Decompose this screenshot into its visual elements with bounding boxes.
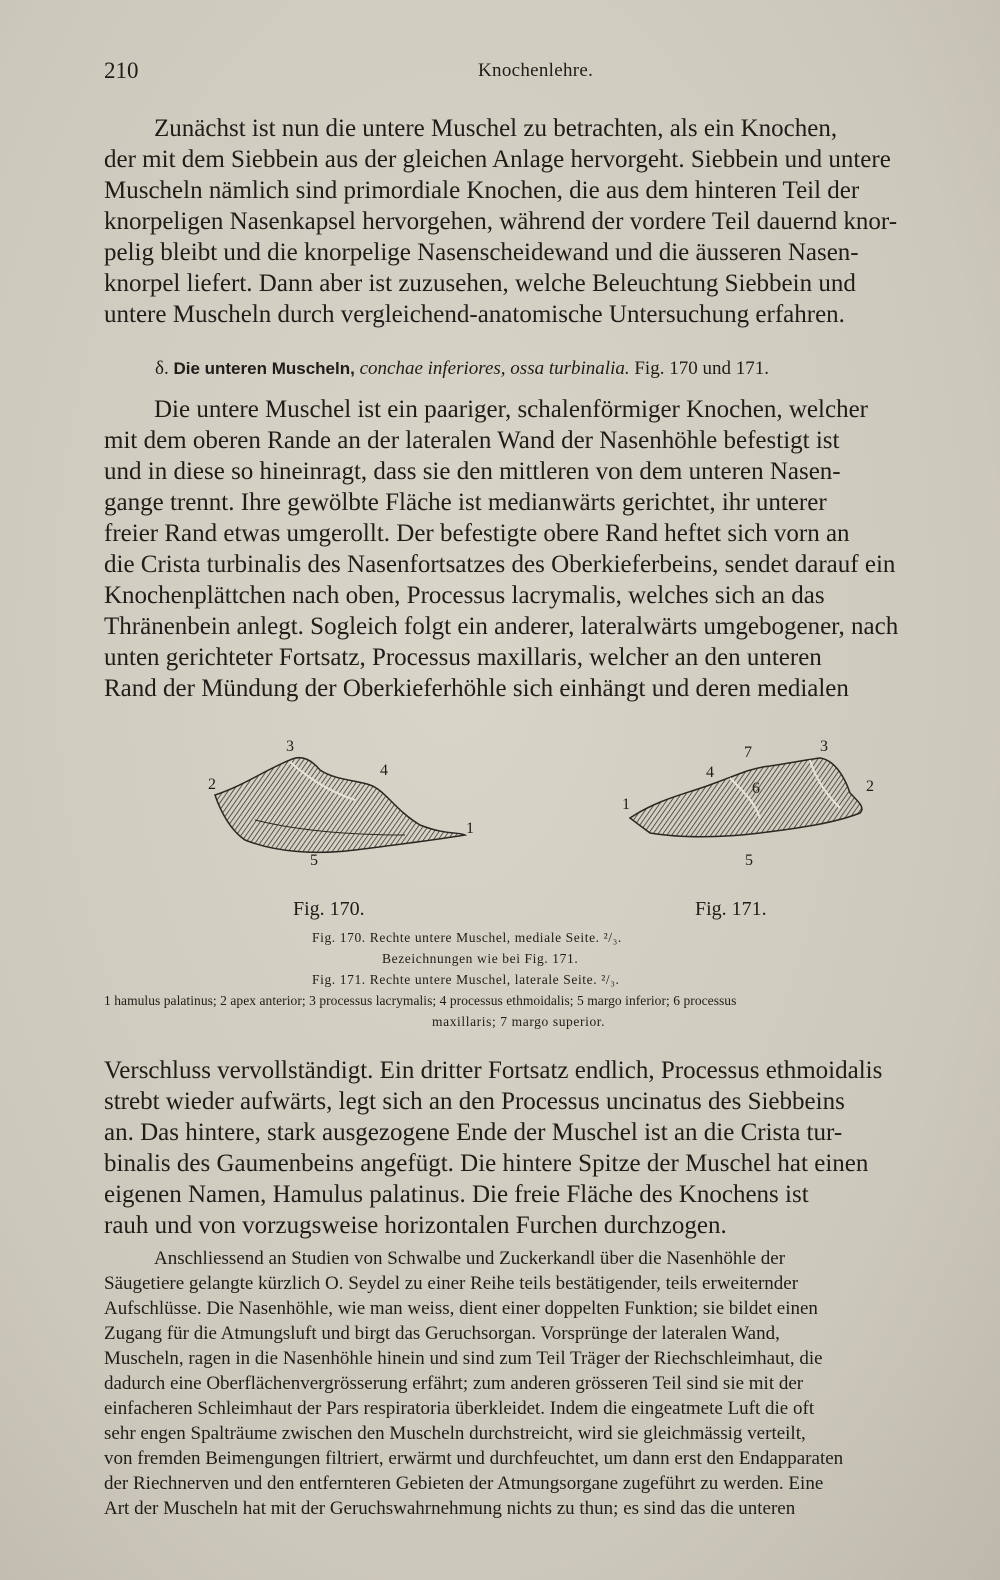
figure-170-number-3: 3: [286, 738, 294, 755]
text-line: gange trennt. Ihre gewölbte Fläche ist medianwärts gerichtet, ihr unterer: [104, 489, 827, 516]
text-line: Säugetiere gelangte kürzlich O. Seydel zu einer Reihe teils bestätigender, teils erweiternder: [104, 1273, 799, 1294]
figure-170-number-5: 5: [310, 852, 318, 869]
figure-170-number-2: 2: [208, 776, 216, 793]
text-line: Rand der Mündung der Oberkieferhöhle sich einhängt und deren medialen: [104, 675, 849, 702]
section-title: Die unteren Muscheln,: [173, 359, 355, 378]
figure-171-number-4: 4: [706, 764, 714, 781]
caption-line-3: Fig. 171. Rechte untere Muschel, laterale Seite. ²/₃.: [312, 972, 620, 987]
text-line: Anschliessend an Studien von Schwalbe und Zuckerkandl über die Nasenhöhle der: [154, 1248, 786, 1269]
running-title: Knochenlehre.: [478, 60, 594, 81]
text-line: und in diese so hineinragt, dass sie den mittleren von dem unteren Nasen-: [104, 458, 841, 485]
figure-171-illustration: [620, 748, 880, 868]
text-line: Knochenplättchen nach oben, Processus lacrymalis, welches sich an das: [104, 582, 825, 609]
text-line: strebt wieder aufwärts, legt sich an den Processus uncinatus des Siebbeins: [104, 1088, 845, 1115]
text-line: an. Das hintere, stark ausgezogene Ende der Muschel ist an die Crista tur-: [104, 1119, 843, 1146]
text-line: einfacheren Schleimhaut der Pars respiratoria überkleidet. Indem die eingeatmete Luft die oft: [104, 1398, 815, 1419]
caption-line-4: 1 hamulus palatinus; 2 apex anterior; 3 processus lacrymalis; 4 processus ethmoidalis; 5 margo inferior; 6 processus: [104, 993, 737, 1008]
small-print-note: [104, 1246, 966, 1521]
text-line: die Crista turbinalis des Nasenfortsatzes des Oberkieferbeins, sendet darauf ein: [104, 551, 896, 578]
paragraph-3: [104, 1055, 966, 1241]
text-line: Verschluss vervollständigt. Ein dritter Fortsatz endlich, Processus ethmoidalis: [104, 1057, 883, 1084]
text-line: sehr engen Spalträume zwischen den Muscheln durchstreicht, wird sie gleichmässig verteilt,: [104, 1423, 806, 1444]
paragraph-1: [104, 113, 966, 330]
page-number: 210: [104, 58, 139, 83]
caption-line-5: maxillaris; 7 margo superior.: [432, 1014, 606, 1029]
text-line: eigenen Namen, Hamulus palatinus. Die freie Fläche des Knochens ist: [104, 1181, 809, 1208]
figure-170-label: Fig. 170.: [293, 898, 365, 920]
figure-171-number-3: 3: [820, 738, 828, 755]
figure-reference: Fig. 170 und 171.: [634, 358, 769, 379]
section-number: δ.: [155, 358, 169, 379]
caption-line-2: Bezeichnungen wie bei Fig. 171.: [382, 951, 579, 966]
text-line: pelig bleibt und die knorpelige Nasenscheidewand und die äusseren Nasen-: [104, 239, 859, 266]
text-line: der mit dem Siebbein aus der gleichen Anlage hervorgeht. Siebbein und untere: [104, 146, 891, 173]
text-line: Aufschlüsse. Die Nasenhöhle, wie man weiss, dient einer doppelten Funktion; sie bildet einen: [104, 1298, 818, 1319]
text-line: unten gerichteter Fortsatz, Processus maxillaris, welcher an den unteren: [104, 644, 822, 671]
text-line: von fremden Beimengungen filtriert, erwärmt und durchfeuchtet, um dann erst den Endapparaten: [104, 1448, 844, 1469]
text-line: Art der Muscheln hat mit der Geruchswahrnehmung nichts zu thun; es sind das die unteren: [104, 1498, 796, 1519]
paragraph-2: [104, 394, 966, 704]
text-line: Thränenbein anlegt. Sogleich folgt ein anderer, lateralwärts umgebogener, nach: [104, 613, 899, 640]
text-line: Muscheln, ragen in die Nasenhöhle hinein und sind zum Teil Träger der Riechschleimhaut, die: [104, 1348, 823, 1369]
text-line: untere Muscheln durch vergleichend-anatomische Untersuchung erfahren.: [104, 301, 845, 328]
text-line: Die untere Muschel ist ein paariger, schalenförmiger Knochen, welcher: [154, 396, 868, 423]
figure-171-label: Fig. 171.: [695, 898, 767, 920]
figure-171-number-5: 5: [745, 852, 753, 869]
figure-171-number-2: 2: [866, 778, 874, 795]
figure-170-illustration: [195, 740, 495, 870]
text-line: der Riechnerven und den entfernteren Gebieten der Atmungsorgane zugeführt zu werden. Eine: [104, 1473, 824, 1494]
figure-171-number-7: 7: [744, 744, 752, 761]
text-line: rauh und von vorzugsweise horizontalen Furchen durchzogen.: [104, 1212, 727, 1239]
text-line: freier Rand etwas umgerollt. Der befestigte obere Rand heftet sich vorn an: [104, 520, 850, 547]
figure-170-number-4: 4: [380, 762, 388, 779]
text-line: knorpel liefert. Dann aber ist zuzusehen, welche Beleuchtung Siebbein und: [104, 270, 856, 297]
text-line: mit dem oberen Rande an der lateralen Wand der Nasenhöhle befestigt ist: [104, 427, 840, 454]
text-line: Zugang für die Atmungsluft und birgt das Geruchsorgan. Vorsprünge der lateralen Wand,: [104, 1323, 780, 1344]
text-line: knorpeligen Nasenkapsel hervorgehen, während der vordere Teil dauernd knor-: [104, 208, 898, 235]
figure-171-number-1: 1: [622, 796, 630, 813]
section-heading: [155, 358, 769, 380]
text-line: binalis des Gaumenbeins angefügt. Die hintere Spitze der Muschel hat einen: [104, 1150, 869, 1177]
text-line: Zunächst ist nun die untere Muschel zu betrachten, als ein Knochen,: [154, 115, 838, 142]
caption-line-1: Fig. 170. Rechte untere Muschel, mediale Seite. ²/₃.: [312, 930, 622, 945]
text-line: Muscheln nämlich sind primordiale Knochen, die aus dem hinteren Teil der: [104, 177, 860, 204]
figure-170-number-1: 1: [466, 820, 474, 837]
text-line: dadurch eine Oberflächenvergrösserung erfährt; zum anderen grösseren Teil sind sie mit der: [104, 1373, 804, 1394]
figure-171-number-6: 6: [752, 780, 760, 797]
section-latin-title: conchae inferiores, ossa turbinalia.: [359, 358, 630, 379]
